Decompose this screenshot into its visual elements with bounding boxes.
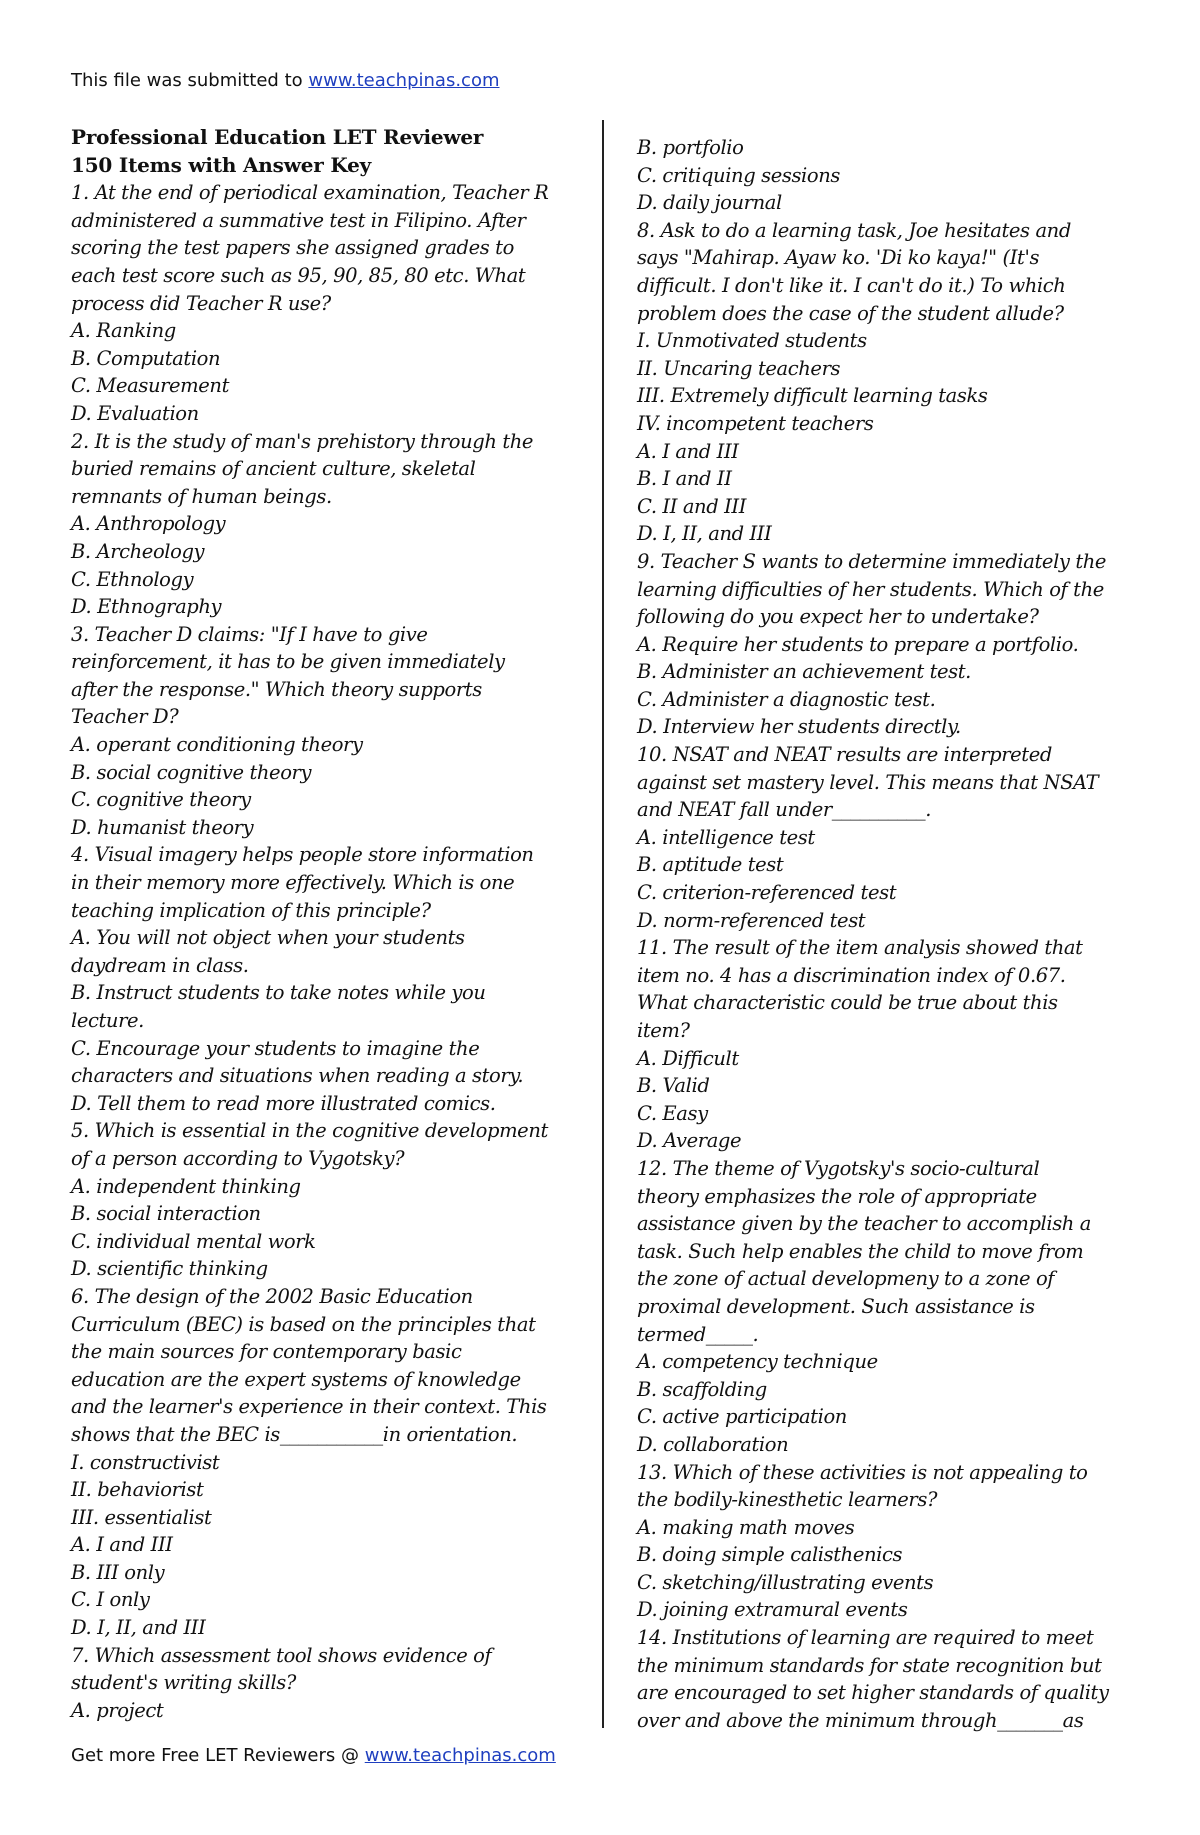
column-divider bbox=[602, 120, 604, 1728]
text-line: 14. Institutions of learning are required to meet bbox=[637, 1626, 1094, 1650]
text-line: D. joining extramural events bbox=[637, 1598, 908, 1622]
page-footer bbox=[71, 1745, 556, 1766]
text-line: theory emphasizes the role of appropriate bbox=[637, 1184, 1037, 1208]
text-line: B. scaffolding bbox=[637, 1377, 767, 1401]
text-line: A. I and III bbox=[71, 1533, 173, 1557]
text-line: D. Interview her students directly. bbox=[637, 715, 961, 739]
text-line: B. Instruct students to take notes while you bbox=[71, 981, 486, 1005]
text-line: I. Unmotivated students bbox=[637, 329, 867, 353]
text-line: D. I, II, and III bbox=[71, 1616, 206, 1640]
text-line: and NEAT fall under__________. bbox=[637, 798, 932, 822]
text-line: III. Extremely difficult learning tasks bbox=[637, 384, 988, 408]
text-line: 5. Which is essential in the cognitive development bbox=[71, 1119, 548, 1143]
text-line: education are the expert systems of knowledge bbox=[71, 1367, 521, 1391]
text-line: B. portfolio bbox=[637, 136, 744, 159]
text-line: buried remains of ancient culture, skeletal bbox=[71, 457, 476, 481]
text-line: daydream in class. bbox=[71, 953, 249, 977]
text-line: B. doing simple calisthenics bbox=[637, 1543, 903, 1567]
text-line: learning difficulties of her students. Which of the bbox=[637, 577, 1104, 601]
text-line: A. independent thinking bbox=[71, 1174, 301, 1198]
text-line: B. social cognitive theory bbox=[71, 760, 312, 784]
text-line: 10. NSAT and NEAT results are interpreted bbox=[637, 743, 1052, 767]
text-line: over and above the minimum through_______as bbox=[637, 1708, 1084, 1732]
footer-text: Get more Free LET Reviewers @ bbox=[71, 1745, 365, 1766]
text-line: 7. Which assessment tool shows evidence of bbox=[71, 1643, 492, 1667]
text-line: D. norm-referenced test bbox=[637, 908, 866, 932]
text-line: C. Measurement bbox=[71, 374, 230, 398]
text-line: 9. Teacher S wants to determine immediately the bbox=[637, 549, 1107, 573]
text-line: C. I only bbox=[71, 1588, 150, 1612]
text-line: of a person according to Vygotsky? bbox=[71, 1146, 405, 1170]
text-line: C. II and III bbox=[637, 494, 747, 518]
text-line: task. Such help enables the child to move from bbox=[637, 1239, 1084, 1263]
text-line: A. Require her students to prepare a portfolio. bbox=[637, 632, 1079, 656]
text-line: 3. Teacher D claims: "If I have to give bbox=[71, 622, 428, 646]
text-line: after the response." Which theory supports bbox=[71, 677, 482, 701]
text-line: A. project bbox=[71, 1698, 164, 1722]
text-line: says "Mahirap. Ayaw ko. 'Di ko kaya!" (It's bbox=[637, 246, 1040, 270]
text-line: B. Archeology bbox=[71, 539, 205, 563]
text-line: C. individual mental work bbox=[71, 1229, 316, 1253]
text-line: each test score such as 95, 90, 85, 80 etc. What bbox=[71, 263, 526, 287]
text-line: III. essentialist bbox=[71, 1505, 212, 1529]
text-line: A. Difficult bbox=[637, 1046, 739, 1070]
page-header bbox=[71, 70, 499, 91]
text-line: A. making math moves bbox=[637, 1515, 855, 1539]
text-line: scoring the test papers she assigned grades to bbox=[71, 236, 514, 260]
text-line: 4. Visual imagery helps people store information bbox=[71, 843, 534, 867]
text-line: D. collaboration bbox=[637, 1432, 789, 1456]
text-line: C. Administer a diagnostic test. bbox=[637, 687, 936, 711]
text-line: the zone of actual developmeny to a zone of bbox=[637, 1267, 1055, 1291]
text-line: Teacher D? bbox=[71, 705, 179, 729]
text-line: A. competency technique bbox=[637, 1350, 878, 1374]
text-line: D. Average bbox=[637, 1129, 742, 1153]
text-line: A. I and III bbox=[637, 439, 739, 463]
text-line: B. aptitude test bbox=[637, 853, 784, 877]
text-line: the minimum standards for state recognition but bbox=[637, 1653, 1102, 1677]
text-line: item no. 4 has a discrimination index of 0.67. bbox=[637, 963, 1066, 987]
text-line: D. Ethnography bbox=[71, 595, 222, 619]
left-column bbox=[71, 124, 571, 1724]
text-line: teaching implication of this principle? bbox=[71, 898, 431, 922]
text-line: Curriculum (BEC) is based on the principles that bbox=[71, 1312, 536, 1336]
text-line: B. I and II bbox=[637, 467, 732, 491]
text-line: B. Administer an achievement test. bbox=[637, 660, 971, 684]
text-line: following do you expect her to undertake? bbox=[637, 605, 1039, 629]
text-line: D. scientific thinking bbox=[71, 1257, 268, 1281]
text-line: 8. Ask to do a learning task, Joe hesitates and bbox=[637, 218, 1071, 242]
document-subtitle: 150 Items with Answer Key bbox=[71, 152, 372, 177]
text-line: assistance given by the teacher to accomplish a bbox=[637, 1212, 1091, 1236]
header-text: This file was submitted to bbox=[71, 70, 309, 91]
text-line: characters and situations when reading a story. bbox=[71, 1064, 524, 1088]
text-line: 1. At the end of periodical examination, Teacher R bbox=[71, 181, 549, 205]
text-line: B. Computation bbox=[71, 346, 221, 370]
text-line: lecture. bbox=[71, 1009, 144, 1032]
text-line: II. behaviorist bbox=[71, 1478, 204, 1502]
text-line: B. Valid bbox=[637, 1074, 710, 1098]
text-line: A. You will not object when your students bbox=[71, 926, 465, 950]
text-line: What characteristic could be true about this bbox=[637, 991, 1058, 1015]
left-column-text bbox=[71, 179, 571, 1724]
text-line: C. Easy bbox=[637, 1101, 708, 1125]
text-line: problem does the case of the student allude? bbox=[637, 301, 1064, 325]
text-line: D. I, II, and III bbox=[637, 522, 772, 546]
text-line: are encouraged to set higher standards of quality bbox=[637, 1681, 1109, 1705]
text-line: item? bbox=[637, 1019, 690, 1042]
text-line: difficult. I don't like it. I can't do it.) To which bbox=[637, 273, 1066, 297]
right-column-text bbox=[637, 134, 1137, 1734]
text-line: in their memory more effectively. Which is one bbox=[71, 871, 515, 895]
text-line: 12. The theme of Vygotsky's socio-cultural bbox=[637, 1156, 1040, 1180]
text-line: the bodily-kinesthetic learners? bbox=[637, 1488, 938, 1512]
text-line: reinforcement, it has to be given immediately bbox=[71, 650, 505, 674]
text-line: the main sources for contemporary basic bbox=[71, 1340, 462, 1364]
text-line: A. Anthropology bbox=[71, 512, 226, 536]
text-line: termed_____. bbox=[637, 1322, 759, 1346]
document-title: Professional Education LET Reviewer bbox=[71, 125, 484, 149]
text-line: 6. The design of the 2002 Basic Education bbox=[71, 1284, 473, 1308]
text-line: and the learner's experience in their context. This bbox=[71, 1395, 547, 1419]
text-line: B. social interaction bbox=[71, 1202, 261, 1226]
text-line: student's writing skills? bbox=[71, 1671, 296, 1695]
text-line: C. Ethnology bbox=[71, 567, 194, 591]
text-line: B. III only bbox=[71, 1560, 165, 1584]
text-line: D. daily journal bbox=[637, 191, 782, 215]
text-line: C. active participation bbox=[637, 1405, 847, 1429]
text-line: A. Ranking bbox=[71, 319, 176, 343]
text-line: D. humanist theory bbox=[71, 815, 254, 839]
text-line: C. critiquing sessions bbox=[637, 163, 840, 187]
text-line: D. Tell them to read more illustrated comics. bbox=[71, 1091, 496, 1115]
text-line: C. cognitive theory bbox=[71, 788, 251, 812]
right-column bbox=[637, 134, 1137, 1734]
text-line: shows that the BEC is___________in orientation. bbox=[71, 1422, 518, 1446]
text-line: C. sketching/illustrating events bbox=[637, 1570, 934, 1594]
text-line: 2. It is the study of man's prehistory through the bbox=[71, 429, 534, 453]
header-link[interactable]: www.teachpinas.com bbox=[308, 70, 500, 91]
footer-link[interactable]: www.teachpinas.com bbox=[364, 1745, 556, 1766]
text-line: C. Encourage your students to imagine the bbox=[71, 1036, 480, 1060]
text-line: process did Teacher R use? bbox=[71, 291, 331, 315]
text-line: 11. The result of the item analysis showed that bbox=[637, 936, 1083, 960]
text-line: A. intelligence test bbox=[637, 825, 815, 849]
text-line: proximal development. Such assistance is bbox=[637, 1294, 1035, 1318]
text-line: against set mastery level. This means that NSAT bbox=[637, 770, 1099, 794]
text-line: 13. Which of these activities is not appealing to bbox=[637, 1460, 1088, 1484]
text-line: I. constructivist bbox=[71, 1450, 220, 1474]
text-line: remnants of human beings. bbox=[71, 484, 332, 508]
text-line: administered a summative test in Filipino. After bbox=[71, 208, 526, 232]
text-line: D. Evaluation bbox=[71, 401, 199, 425]
text-line: IV. incompetent teachers bbox=[637, 411, 874, 435]
text-line: C. criterion-referenced test bbox=[637, 881, 897, 905]
text-line: II. Uncaring teachers bbox=[637, 356, 841, 380]
text-line: A. operant conditioning theory bbox=[71, 733, 363, 757]
